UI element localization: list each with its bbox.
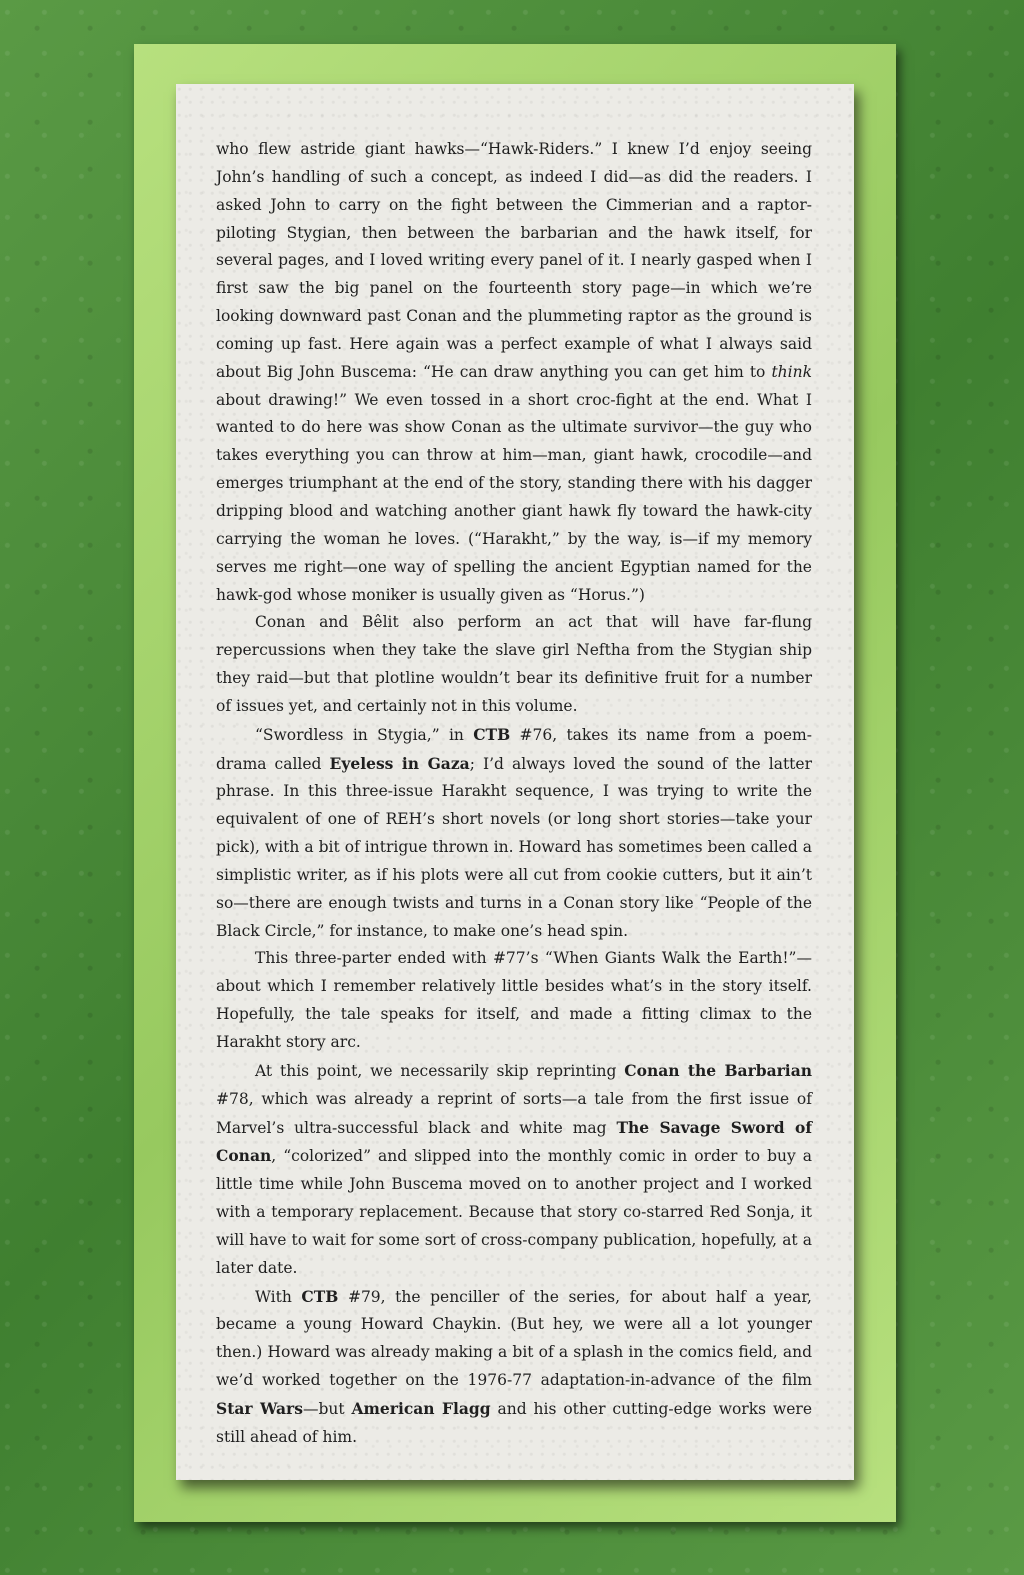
title-text: Conan the Barbarian [624,1060,813,1080]
paragraph [216,1057,812,1283]
text-run: “Swordless in Stygia,” in [255,725,474,744]
text-run: At this point, we necessarily skip reprinting [255,1061,625,1080]
text-run: With [255,1287,302,1306]
title-text: CTB [301,1286,339,1306]
text-run: Conan and Bêlit also perform an act that will have far-flung repercussions when they take the slave girl Neftha from the Stygian ship they raid—but that plotline wouldn’t bear its definitive fruit for a number of issues yet, and certainly not in this volume. [216,613,812,715]
paragraph [216,136,812,609]
text-run: who flew astride giant hawks—“Hawk-Riders.” I knew I’d enjoy seeing John’s handling of such a concept, as indeed I did—as did the readers. I asked John to carry on the fight between the Cimmerian and a raptor-piloting Stygian, then between the barbarian and the hawk itself, for several pages, and I loved writing every panel of it. I nearly gasped when I first saw the big panel on the fourteenth story page—in which we’re looking downward past Conan and the plummeting raptor as the ground is coming up fast. Here again was a perfect example of what I always said about Big John Buscema: “He can draw anything you can get him to [216,140,812,381]
text-run: ; I’d always loved the sound of the latter phrase. In this three-issue Harakht sequence, I was trying to write the equivalent of one of REH’s short novels (or long short stories—take your pick), with a bit of intrigue thrown in. Howard has sometimes been called a simplistic writer, as if his plots were all cut from cookie cutters, but it ain’t so—there are enough twists and turns in a Conan story like “People of the Black Circle,” for instance, to make one’s head spin. [216,754,812,940]
paragraph [216,1283,812,1452]
text-run: —but [302,1399,352,1418]
text-run: #79, the penciller of the series, for about half a year, became a young Howard Chaykin. (But hey, we were all a lot younger then.) Howard was already making a bit of a splash in the comics field, and we’d worked together on the 1976-77 adaptation-in-advance of the film [216,1287,812,1390]
paragraph [216,945,812,1056]
title-text: CTB [473,724,511,744]
text-run: #78, which was already a reprint of sorts—a tale from the first issue of Marvel’s ultra-successful black and white mag [216,1089,812,1137]
title-text: Star Wars [216,1398,303,1418]
text-run: about drawing!” We even tossed in a short croc-fight at the end. What I wanted to do here was show Conan as the ultimate survivor—the guy who takes everything you can throw at him—man, giant hawk, crocodile—and emerges triumphant at the end of the story, standing there with his dagger dripping blood and watching another giant hawk fly toward the hawk-city carrying the woman he loves. (“Harakht,” by the way, is—if my memory serves me right—one way of spelling the ancient Egyptian named for the hawk-god whose moniker is usually given as “Horus.”) [216,390,812,604]
text-run: This three-parter ended with #77’s “When Giants Walk the Earth!”—about which I remember relatively little besides what’s in the story itself. Hopefully, the tale speaks for itself, and made a fitting climax to the Harakht story arc. [216,949,812,1051]
article-body [216,136,812,1452]
emphasis-text: think [771,362,812,381]
title-text: American Flagg [351,1398,491,1418]
paragraph [216,609,812,720]
text-run: #76, takes its name from a poem-drama called [216,725,812,773]
title-text: Eyeless in Gaza [329,753,470,773]
paragraph [216,721,812,946]
text-run: , “colorized” and slipped into the monthly comic in order to buy a little time while John Buscema moved on to another project and I worked with a temporary replacement. Because that story co-starred Red Sonja, it will have to wait for some sort of cross-company publication, hopefully, at a later date. [216,1147,812,1277]
text-run: and his other cutting-edge works were still ahead of him. [216,1399,812,1446]
title-text: The Savage Sword of Conan [216,1117,812,1166]
